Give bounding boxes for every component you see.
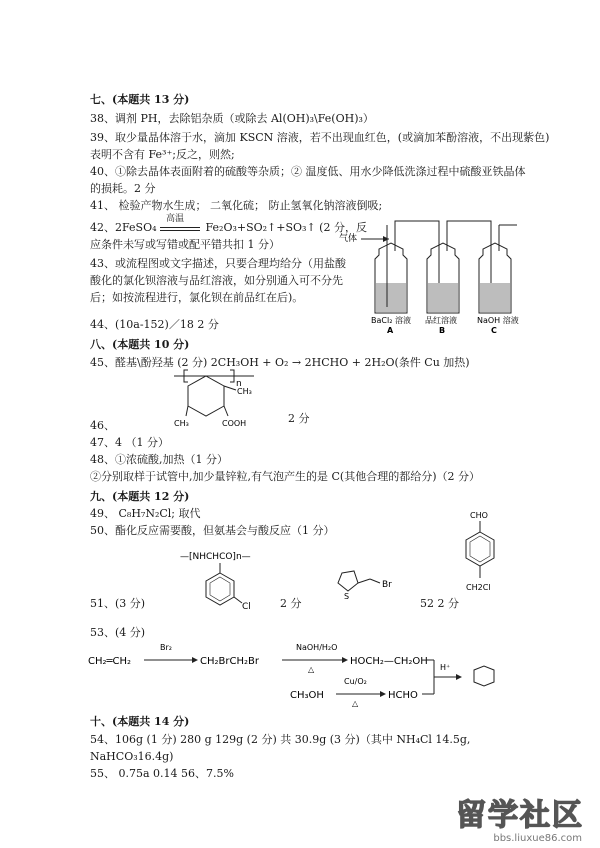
answer-44: 44、(10a-152)／18 2 分 [90, 318, 219, 331]
answer-49: 49、 C₈H₇N₂Cl; 取代 [90, 507, 201, 520]
bottle-b [427, 225, 459, 313]
section-10-title: 十、(本题共 14 分) [90, 715, 190, 728]
answer-39-line1: 39、取少量晶体溶于水，滴加 KSCN 溶液，若不出现血红色，(或滴加苯酚溶液，不出现紫色) [90, 131, 550, 144]
structure-cho: CHO [470, 511, 488, 520]
structure-51-poly: —[NHCHCO]n— [180, 552, 251, 562]
watermark-brand: 留学社区 [456, 798, 584, 833]
bottle-b-letter: B [439, 326, 446, 333]
structure-52-br: Br [382, 580, 392, 590]
answer-42-line1 [90, 214, 367, 235]
polymer-cooh: COOH [222, 419, 247, 428]
answer-50: 50、酯化反应需要酸，但氨基会与酸反应（1 分） [90, 524, 335, 537]
condition-high-temp: 高温 [166, 214, 185, 224]
answer-39-line2: 表明不含有 Fe³⁺;反之，则然; [90, 148, 235, 161]
route-br2: Br₂ [160, 643, 172, 652]
answer-47: 47、4 （1 分） [90, 436, 169, 449]
answer-46: 46、 [90, 419, 115, 432]
answer-54-line2: NaHCO₃16.4g) [90, 750, 174, 763]
route-methanol: CH₃OH [290, 690, 324, 701]
answer-55-56: 55、 0.75a 0.14 56、7.5% [90, 767, 234, 780]
section-7-title: 七、(本题共 13 分) [90, 93, 190, 106]
answer-42-line2: 应条件未写或写错或配平错共扣 1 分） [90, 238, 280, 251]
structure-ch2cl: CH2Cl [466, 583, 491, 592]
answer-48-line2: ②分别取样于试管中,加少量锌粒,有气泡产生的是 C(其他合理的都给分)（2 分） [90, 470, 480, 483]
section-9-title: 九、(本题共 12 分) [90, 490, 190, 503]
answer-38: 38、调剂 PH，去除铝杂质（或除去 Al(OH)₃\Fe(OH)₃） [90, 112, 374, 125]
route-cuo2: Cu/O₂ [344, 677, 367, 686]
answer-40-line1: 40、①除去晶体表面附着的硫酸等杂质；② 温度低、用水少降低洗涤过程中硫酸亚铁晶体 [90, 165, 526, 178]
route-h-plus: H⁺ [440, 663, 451, 672]
route-ethene: CH₂═CH₂ [88, 656, 132, 667]
polymer-ch3-bottom: CH₃ [174, 419, 189, 428]
answer-51: 51、(3 分) [90, 597, 146, 610]
bottle-c-letter: C [491, 326, 497, 333]
polymer-ch3-top: CH₃ [237, 387, 252, 396]
answer-52: 52 2 分 [420, 597, 459, 610]
answer-42-reactant: 42、2FeSO₄ [90, 221, 157, 234]
answer-42-products: Fe₂O₃+SO₂↑+SO₃↑ (2 分，反 [205, 221, 367, 234]
route-delta-1: △ [308, 665, 315, 674]
polymer-structure-46 [170, 368, 280, 440]
bottle-c-reagent: NaOH 溶液 [477, 316, 519, 325]
answer-48-line1: 48、①浓硫酸,加热（1 分） [90, 453, 228, 466]
watermark-url: bbs.liuxue86.com [493, 833, 582, 844]
polymer-n: n [236, 379, 242, 389]
gas-wash-bottles-diagram [335, 215, 525, 333]
bottle-a [375, 225, 407, 313]
structure-51-cl: Cl [242, 602, 251, 612]
answer-40-line2: 的损耗。2 分 [90, 182, 156, 195]
structure-53-aromatic [460, 508, 530, 610]
structure-52-thiophene [330, 565, 410, 601]
answer-41: 41、 检验产物水生成； 二氧化硫； 防止氢氧化钠溶液倒吸; [90, 199, 383, 212]
answer-54-line1: 54、106g (1 分) 280 g 129g (2 分) 共 30.9g (3 分)（其中 NH₄Cl 14.5g, [90, 733, 471, 746]
structure-51 [180, 545, 290, 613]
route-naoh: NaOH/H₂O [296, 643, 338, 652]
section-8-title: 八、(本题共 10 分) [90, 338, 190, 351]
structure-52-s: S [344, 592, 350, 601]
synthesis-route-53 [86, 640, 516, 710]
route-dibromide: CH₂BrCH₂Br [200, 656, 259, 667]
answer-51-score: 2 分 [280, 597, 302, 610]
route-delta-2: △ [352, 699, 359, 708]
bottle-a-letter: A [387, 326, 394, 333]
route-glycol: HOCH₂—CH₂OH [350, 656, 428, 667]
bottle-b-reagent: 品红溶液 [425, 316, 457, 325]
gas-inlet-label: 气体 [339, 234, 358, 244]
reaction-condition-arrow [160, 214, 202, 235]
answer-46-score: 2 分 [288, 412, 310, 425]
bottle-a-reagent: BaCl₂ 溶液 [371, 316, 411, 325]
answer-53-label: 53、(4 分) [90, 626, 146, 639]
route-hcho: HCHO [388, 690, 418, 701]
watermark [422, 790, 592, 846]
answer-45: 45、醛基\酚羟基 (2 分) 2CH₃OH + O₂ → 2HCHO + 2H₂O(条件 Cu 加热) [90, 356, 470, 369]
bottle-c [479, 225, 517, 313]
answer-43: 43、或流程图或文字描述，只要合理均给分（用盐酸酸化的氯化钡溶液与品红溶液，如分别通入可不分先后；如按流程进行，氯化钡在前品红在后)。 [90, 257, 346, 304]
